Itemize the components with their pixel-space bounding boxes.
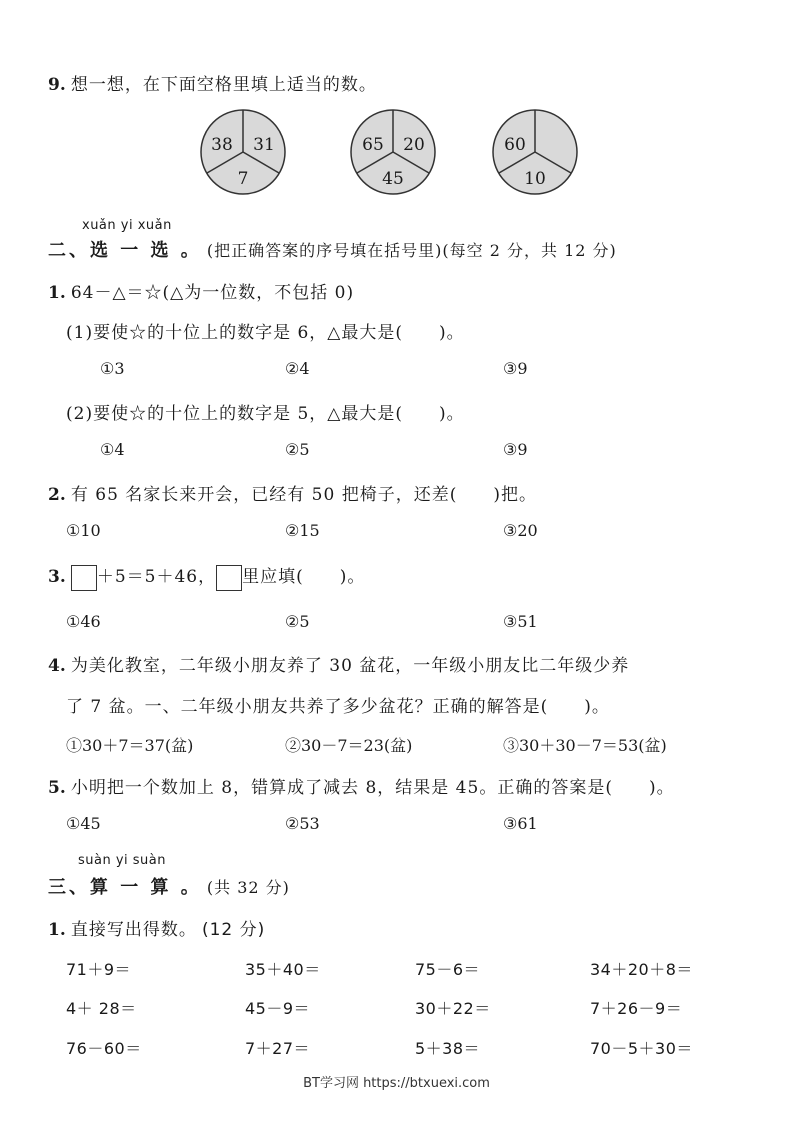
question-2-3 — [48, 562, 365, 591]
calc-item: 7＋26－9＝ — [590, 999, 683, 1018]
option-a[interactable]: ①3 — [100, 359, 125, 378]
circle-1 — [201, 110, 285, 194]
question-text-line2: 了 7 盆。一、二年级小朋友共养了多少盆花？正确的解答是( )。 — [66, 697, 610, 717]
option-b[interactable]: ②5 — [285, 612, 310, 631]
question-number: 1. — [48, 920, 66, 940]
circle-1-left: 38 — [211, 135, 233, 155]
section-3-title: 三、算 一 算 。 — [48, 877, 202, 898]
option-a[interactable]: ①4 — [100, 440, 125, 459]
option-b[interactable]: ②15 — [285, 521, 320, 540]
question-text: 64－△＝☆(△为一位数，不包括 0) — [70, 283, 355, 303]
calc-item: 76－60＝ — [66, 1039, 142, 1058]
section-3-note: (共 32 分) — [206, 878, 290, 897]
circle-2-left: 65 — [362, 135, 384, 155]
section-2-pinyin: xuǎn yi xuǎn — [82, 218, 172, 233]
calc-item: 35＋40＝ — [245, 960, 321, 979]
calc-item: 70－5＋30＝ — [590, 1039, 693, 1058]
circle-3-bottom: 10 — [524, 169, 546, 189]
circle-3 — [493, 110, 577, 194]
question-2-4 — [48, 651, 629, 676]
option-c[interactable]: ③20 — [503, 521, 538, 540]
section-3-heading — [48, 873, 290, 899]
calc-item: 71＋9＝ — [66, 960, 132, 979]
option-a[interactable]: ①10 — [66, 521, 101, 540]
option-a[interactable]: ①30＋7＝37(盆) — [66, 736, 194, 755]
question-2-1-sub2: (2)要使☆的十位上的数字是 5，△最大是( )。 — [66, 404, 465, 424]
calc-item: 75－6＝ — [415, 960, 481, 979]
option-a[interactable]: ①45 — [66, 814, 101, 833]
circle-3-left: 60 — [504, 135, 526, 155]
question-text: 直接写出得数。 — [70, 920, 197, 940]
section-2-heading — [48, 236, 617, 262]
question-2-1-sub1: (1)要使☆的十位上的数字是 6，△最大是( )。 — [66, 323, 465, 343]
circle-2-bottom: 45 — [382, 169, 404, 189]
question-text: 有 65 名家长来开会，已经有 50 把椅子，还差( )把。 — [70, 485, 537, 505]
question-text: 想一想，在下面空格里填上适当的数。 — [70, 75, 377, 95]
question-3-1 — [48, 915, 265, 940]
option-c[interactable]: ③61 — [503, 814, 538, 833]
option-b[interactable]: ②30－7＝23(盆) — [285, 736, 413, 755]
section-2-title: 二、选 一 选 。 — [48, 240, 202, 261]
section-2-note: (把正确答案的序号填在括号里)(每空 2 分，共 12 分) — [206, 241, 617, 260]
question-number: 5. — [48, 778, 66, 798]
option-b[interactable]: ②4 — [285, 359, 310, 378]
option-c[interactable]: ③9 — [503, 440, 528, 459]
blank-box[interactable] — [71, 565, 97, 591]
calc-item: 45－9＝ — [245, 999, 311, 1018]
question-text-b: 里应填( )。 — [242, 567, 366, 587]
footer-watermark: BT学习网 https://btxuexi.com — [303, 1076, 490, 1091]
blank-box[interactable] — [216, 565, 242, 591]
circle-1-right: 31 — [253, 135, 275, 155]
option-c[interactable]: ③9 — [503, 359, 528, 378]
question-2-5 — [48, 773, 675, 798]
option-b[interactable]: ②53 — [285, 814, 320, 833]
question-number: 3. — [48, 567, 66, 587]
question-9 — [48, 70, 377, 95]
question-points: (12 分) — [201, 920, 266, 940]
question-2-1 — [48, 278, 354, 303]
question-text: 小明把一个数加上 8，错算成了减去 8，结果是 45。正确的答案是( )。 — [70, 778, 675, 798]
question-text-a: ＋5＝5＋46， — [96, 567, 217, 587]
option-a[interactable]: ①46 — [66, 612, 101, 631]
number-circles — [200, 108, 600, 198]
calc-item: 30＋22＝ — [415, 999, 491, 1018]
circle-2-right: 20 — [403, 135, 425, 155]
question-text: 为美化教室，二年级小朋友养了 30 盆花，一年级小朋友比二年级少养 — [70, 656, 630, 676]
question-2-2 — [48, 480, 537, 505]
question-number: 1. — [48, 283, 66, 303]
option-b[interactable]: ②5 — [285, 440, 310, 459]
section-3-pinyin: suàn yi suàn — [78, 853, 167, 868]
calc-item: 4＋ 28＝ — [66, 999, 137, 1018]
calc-item: 34＋20＋8＝ — [590, 960, 693, 979]
calc-item: 7＋27＝ — [245, 1039, 311, 1058]
circle-2 — [351, 110, 435, 194]
option-c[interactable]: ③30＋30－7＝53(盆) — [503, 736, 667, 755]
option-c[interactable]: ③51 — [503, 612, 538, 631]
question-number: 4. — [48, 656, 66, 676]
question-number: 2. — [48, 485, 66, 505]
question-number: 9. — [48, 75, 66, 95]
calc-item: 5＋38＝ — [415, 1039, 481, 1058]
circle-1-bottom: 7 — [237, 169, 249, 189]
